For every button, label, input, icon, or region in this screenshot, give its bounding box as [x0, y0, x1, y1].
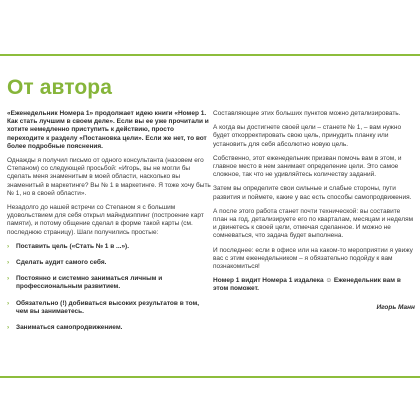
top-divider — [0, 54, 420, 56]
list-item-text: Заниматься самопродвижением. — [16, 324, 123, 332]
paragraph: Составляющие этих больших пунктов можно детализировать. — [213, 110, 401, 117]
intro-paragraph: «Еженедельник Номера 1» продолжает идею книги «Номер 1. Как стать лучшим в своем деле». Если вы ее уже прочитали и хотите немедленно приступить к действию, просто переходите к разделу «Постановка цели». Если же нет, то вот более подробные пояснения. — [7, 110, 209, 150]
bottom-divider — [0, 376, 420, 378]
paragraph: А когда вы достигнете своей цели – станете № 1, – вам нужно будет откорректировать свою цель, принудить планку или установить для себя абсолютно новую цель. — [213, 124, 402, 148]
list-item-text: Обязательно (!) добиваться высоких результатов в том, чем вы занимаетесь. — [16, 299, 200, 315]
left-column — [7, 110, 212, 340]
right-column — [213, 110, 415, 318]
list-item-text: Постоянно и системно заниматься личным и профессиональным развитием. — [16, 275, 163, 291]
list-item-text: Сделать аудит самого себя. — [16, 259, 107, 267]
paragraph: Затем вы определите свои сильные и слабые стороны, пути развития и поймете, какие у вас есть способы самопродвижения. — [213, 185, 412, 201]
closing-line: Номер 1 видит Номера 1 издалека ☺ Еженедельник вам в этом поможет. — [213, 277, 401, 293]
arrow-icon: › — [7, 299, 10, 307]
paragraph: А после этого работа станет почти технической: вы составите план на год, детализируете его по кварталам, месяцам и неделям и двинетесь к своей цели, отмечая сделанное. И можно не сомневаться, что задача будет выполнена. — [213, 207, 414, 240]
list-item-text: Поставить цель («Стать № 1 в ...»). — [16, 242, 130, 250]
page-title: От автора — [7, 76, 113, 99]
arrow-icon: › — [7, 242, 10, 250]
list-item — [7, 259, 212, 267]
list-item — [7, 275, 212, 291]
list-item — [7, 243, 212, 251]
arrow-icon: › — [7, 275, 10, 283]
arrow-icon: › — [7, 324, 10, 332]
paragraph: Однажды я получил письмо от одного консультанта (назовем его Степаном) со следующей просьбой: «Игорь, вы не могли бы сделать меня знаменитым в моей области, насколько вы знаменитый в маркетинге? Вы № 1 в маркетинге. Я тоже хочу быть № 1, но в своей области». — [7, 157, 211, 197]
list-item — [7, 300, 212, 316]
paragraph: И последнее: если в офисе или на каком-то мероприятии я увижу вас с этим еженедельником – я обязательно подойду к вам познакомиться! — [213, 246, 413, 271]
paragraph: Незадолго до нашей встречи со Степаном я с большим удовольствием для себя открыл майндмэппинг (построение карт памяти), и потому общение сделал в форме такой карты (см. последнюю страницу). Шаги получились простые: — [7, 204, 204, 236]
arrow-icon: › — [7, 259, 10, 267]
author-signature: Игорь Манн — [376, 303, 415, 311]
list-item — [7, 324, 212, 332]
paragraph: Собственно, этот еженедельник призван помочь вам в этом, и главное место в нем занимает определение цели. Это самое сложное, так что не удивляйтесь количеству заданий. — [213, 154, 402, 179]
steps-list — [7, 243, 212, 332]
